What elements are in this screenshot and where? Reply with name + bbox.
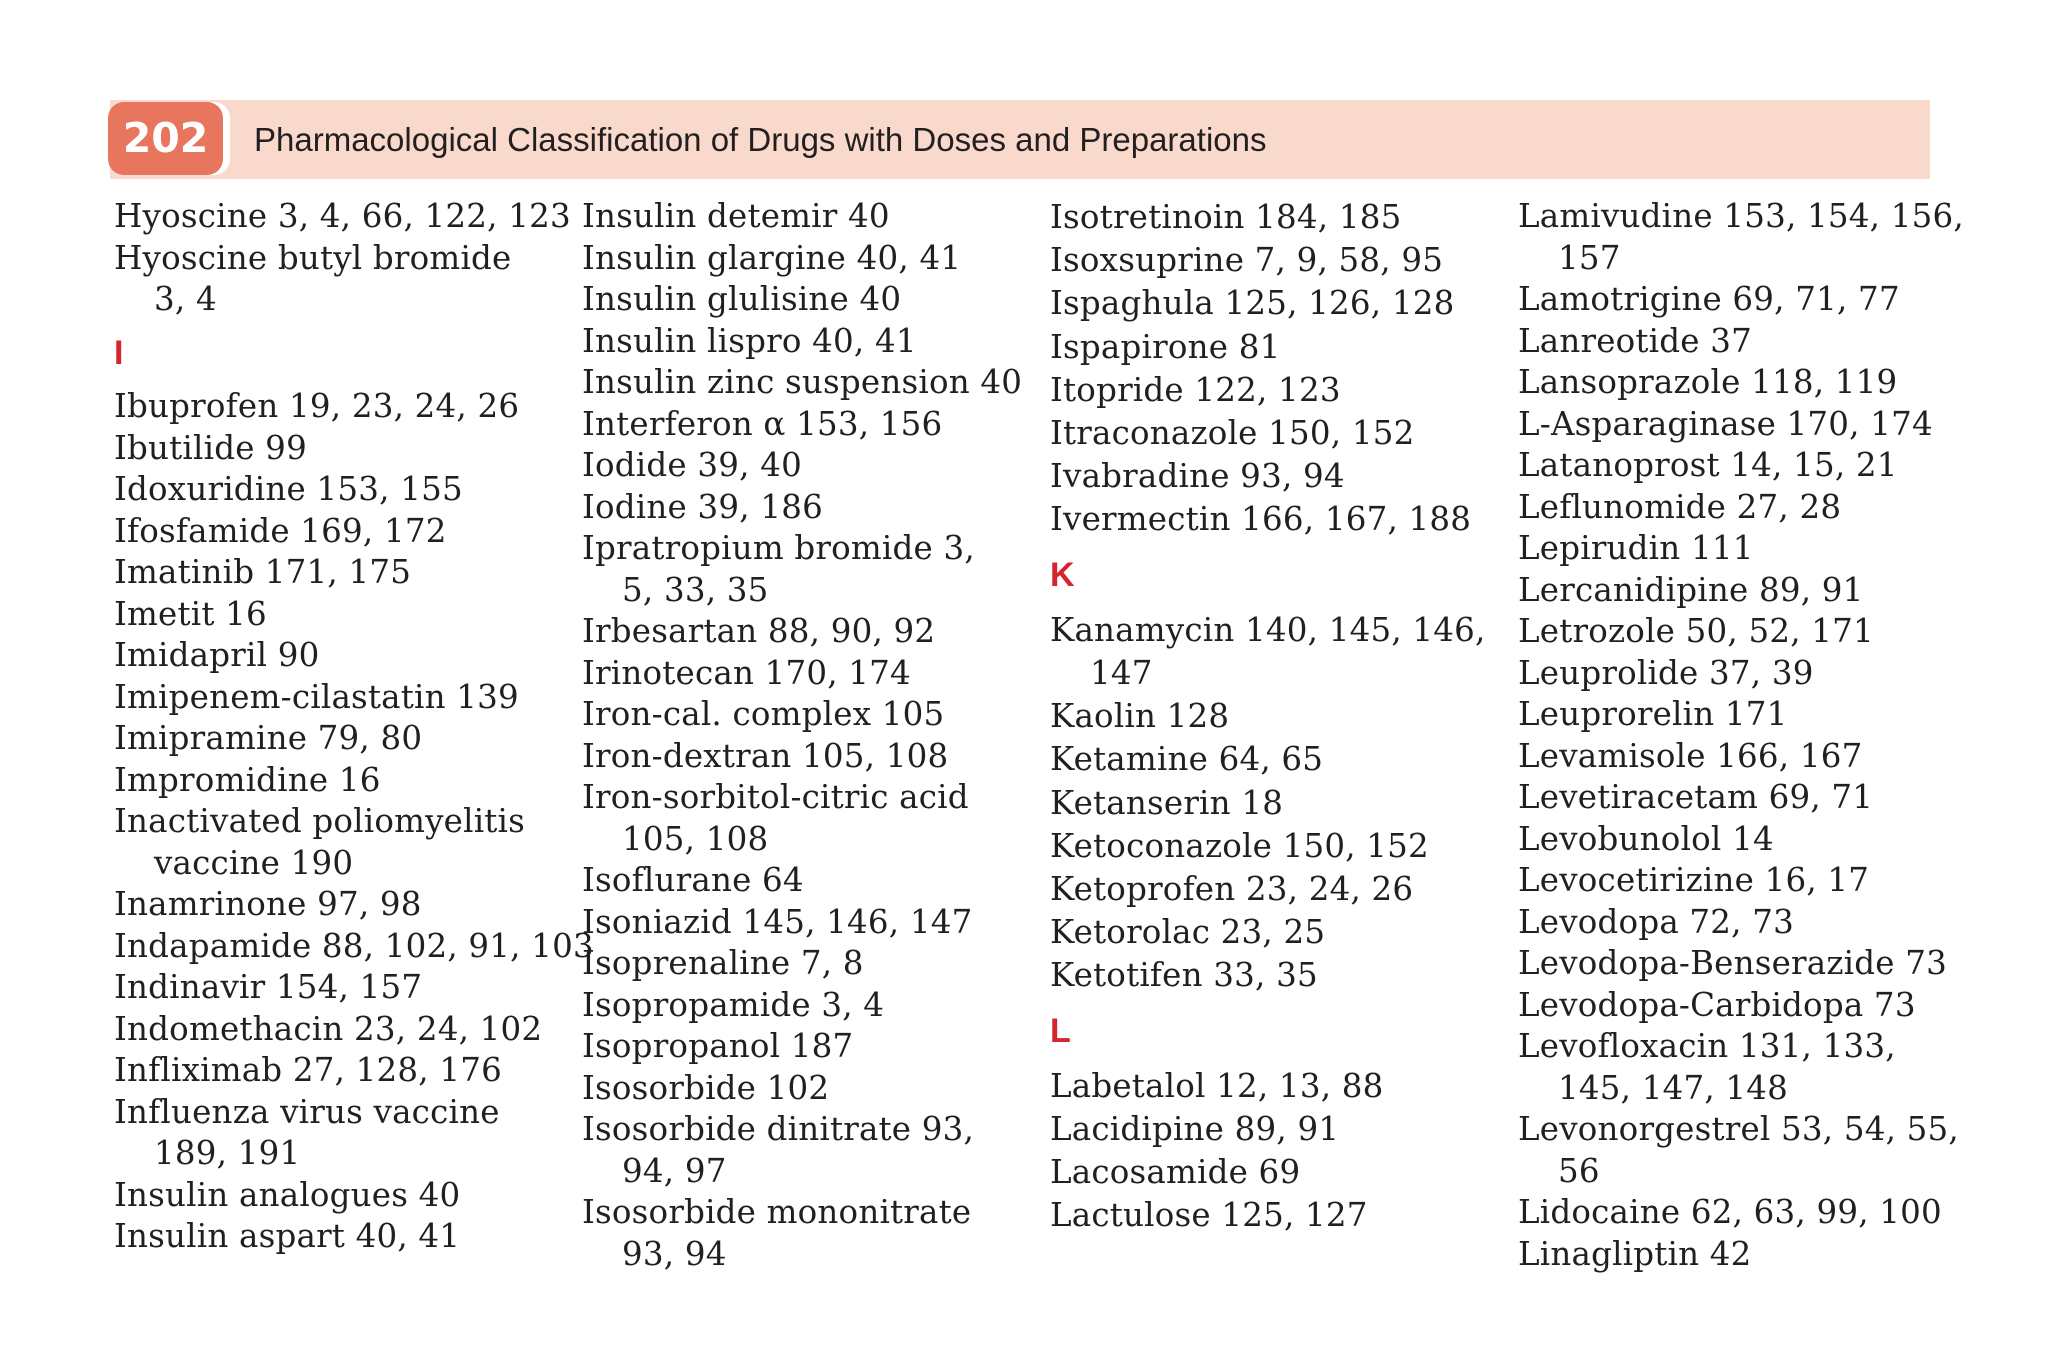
entry-term: Iron-sorbitol-citric acid	[582, 778, 969, 816]
index-entry	[1518, 1109, 1964, 1192]
index-column-1	[114, 196, 594, 1258]
index-entry: Imatinib 171, 175	[114, 553, 412, 591]
entry-continuation: 147	[1090, 654, 1153, 693]
index-entry: Itopride 122, 123	[1050, 370, 1341, 409]
index-entry: Inamrinone 97, 98	[114, 885, 422, 923]
entry-continuation: vaccine 190	[154, 843, 354, 882]
index-entry: Ivermectin 166, 167, 188	[1050, 500, 1472, 539]
entry-continuation: 145, 147, 148	[1558, 1068, 1789, 1107]
index-entry: Insulin analogues 40	[114, 1175, 461, 1214]
index-entry: Isoxsuprine 7, 9, 58, 95	[1050, 241, 1444, 280]
index-entry: Impromidine 16	[114, 760, 381, 799]
index-entry: Idoxuridine 153, 155	[114, 470, 463, 508]
index-entry: Lansoprazole 118, 119	[1518, 363, 1898, 401]
index-entry: Isoniazid 145, 146, 147	[582, 902, 973, 941]
index-entry: Insulin zinc suspension 40	[582, 363, 1023, 401]
index-entry: Insulin glargine 40, 41	[582, 238, 962, 277]
index-entry: Isopropamide 3, 4	[582, 985, 885, 1024]
index-entry: Levamisole 166, 167	[1518, 736, 1863, 775]
index-column-2	[582, 196, 1022, 1275]
index-entry: Levodopa-Benserazide 73	[1518, 944, 1947, 982]
index-entry: Labetalol 12, 13, 88	[1050, 1066, 1384, 1105]
index-entry: Itraconazole 150, 152	[1050, 414, 1415, 453]
index-entry: Isoprenaline 7, 8	[582, 944, 864, 982]
index-entry: Ibuprofen 19, 23, 24, 26	[114, 387, 520, 425]
index-entry: Levobunolol 14	[1518, 819, 1774, 858]
index-entry: Levetiracetam 69, 71	[1518, 778, 1874, 816]
index-entry: Ibutilide 99	[114, 428, 307, 467]
index-entry: Lidocaine 62, 63, 99, 100	[1518, 1193, 1942, 1231]
entry-term: Isosorbide dinitrate 93,	[582, 1110, 975, 1148]
index-column-4	[1518, 196, 1964, 1275]
index-entry: Leflunomide 27, 28	[1518, 487, 1842, 526]
index-entry: Ivabradine 93, 94	[1050, 457, 1345, 496]
index-entry: Ketoconazole 150, 152	[1050, 826, 1429, 865]
entry-continuation: 56	[1558, 1151, 1600, 1190]
index-entry: Leuprolide 37, 39	[1518, 653, 1814, 692]
index-entry	[114, 801, 594, 884]
index-entry: Ketoprofen 23, 24, 26	[1050, 870, 1414, 909]
entry-continuation: 3, 4	[154, 280, 217, 318]
entry-term: Ipratropium bromide 3,	[582, 529, 975, 567]
index-entry: Levodopa 72, 73	[1518, 902, 1794, 941]
index-entry	[582, 1109, 1022, 1192]
index-entry: L-Asparaginase 170, 174	[1518, 404, 1933, 443]
index-entry: Lepirudin 111	[1518, 529, 1754, 567]
entry-continuation: 5, 33, 35	[622, 570, 769, 609]
index-entry: Linagliptin 42	[1518, 1234, 1752, 1273]
index-entry: Iodide 39, 40	[582, 446, 802, 484]
index-entry: Insulin lispro 40, 41	[582, 321, 917, 360]
index-entry: Lactulose 125, 127	[1050, 1196, 1368, 1235]
index-entry	[582, 528, 1022, 611]
index-entry: Iodine 39, 186	[582, 487, 823, 526]
index-entry: Insulin detemir 40	[582, 197, 890, 235]
index-entry: Infliximab 27, 128, 176	[114, 1051, 502, 1089]
index-entry: Indinavir 154, 157	[114, 968, 423, 1006]
index-entry: Levodopa-Carbidopa 73	[1518, 985, 1916, 1024]
index-entry	[582, 777, 1022, 860]
index-entry: Isoflurane 64	[582, 861, 804, 899]
index-entry: Iron-dextran 105, 108	[582, 736, 949, 775]
entry-continuation: 157	[1558, 238, 1621, 277]
entry-term: Lamivudine 153, 154, 156,	[1518, 197, 1964, 235]
index-entry: Lanreotide 37	[1518, 321, 1753, 360]
page-number-badge: 202	[108, 102, 223, 175]
index-entry: Ketamine 64, 65	[1050, 740, 1324, 779]
index-entry: Insulin aspart 40, 41	[114, 1217, 461, 1255]
index-entry: Lamotrigine 69, 71, 77	[1518, 280, 1900, 318]
index-column-3	[1050, 196, 1486, 1238]
index-entry	[1518, 1026, 1964, 1109]
entry-continuation: 94, 97	[622, 1151, 727, 1190]
index-entry: Latanoprost 14, 15, 21	[1518, 446, 1898, 484]
index-entry: Ispapirone 81	[1050, 327, 1281, 366]
entry-term: Levonorgestrel 53, 54, 55,	[1518, 1110, 1959, 1148]
entry-continuation: 93, 94	[622, 1234, 727, 1273]
index-entry: Indapamide 88, 102, 91, 103	[114, 926, 594, 965]
index-entry	[582, 1192, 1022, 1275]
section-letter-i: I	[114, 333, 124, 372]
entry-continuation: 105, 108	[622, 819, 769, 858]
index-entry: Isotretinoin 184, 185	[1050, 198, 1402, 236]
entry-continuation: 189, 191	[154, 1134, 301, 1172]
index-entry	[1518, 196, 1964, 279]
entry-term: Kanamycin 140, 145, 146,	[1050, 610, 1486, 649]
index-entry: Imipramine 79, 80	[114, 719, 423, 757]
index-entry: Hyoscine 3, 4, 66, 122, 123	[114, 197, 571, 235]
index-entry: Leuprorelin 171	[1518, 695, 1788, 733]
entry-term: Hyoscine butyl bromide	[114, 238, 512, 277]
index-entry: Ketorolac 23, 25	[1050, 913, 1326, 952]
entry-term: Influenza virus vaccine	[114, 1092, 500, 1131]
section-letter-l: L	[1050, 1011, 1071, 1050]
index-entry: Interferon α 153, 156	[582, 404, 943, 443]
index-entry	[114, 1092, 594, 1175]
index-entry: Ketotifen 33, 35	[1050, 956, 1318, 995]
index-entry: Imetit 16	[114, 594, 267, 633]
index-entry: Ispaghula 125, 126, 128	[1050, 284, 1455, 323]
index-entry: Indomethacin 23, 24, 102	[114, 1009, 543, 1048]
index-entry: Ifosfamide 169, 172	[114, 511, 447, 550]
entry-term: Inactivated poliomyelitis	[114, 802, 526, 840]
section-letter-k: K	[1050, 555, 1075, 594]
index-entry: Letrozole 50, 52, 171	[1518, 612, 1874, 650]
index-entry: Isopropanol 187	[582, 1027, 854, 1065]
index-entry: Lacidipine 89, 91	[1050, 1110, 1340, 1149]
index-entry: Kaolin 128	[1050, 697, 1230, 736]
index-entry: Levocetirizine 16, 17	[1518, 861, 1870, 899]
index-entry: Lacosamide 69	[1050, 1153, 1301, 1192]
index-entry: Irinotecan 170, 174	[582, 653, 911, 692]
entry-term: Levofloxacin 131, 133,	[1518, 1027, 1896, 1065]
index-entry: Insulin glulisine 40	[582, 280, 902, 318]
index-entry: Iron-cal. complex 105	[582, 695, 945, 733]
index-entry: Irbesartan 88, 90, 92	[582, 612, 936, 650]
index-entry: Lercanidipine 89, 91	[1518, 570, 1864, 609]
index-entry: Imidapril 90	[114, 636, 320, 674]
index-entry	[114, 238, 594, 321]
index-entry	[1050, 609, 1486, 695]
index-entry: Imipenem-cilastatin 139	[114, 677, 519, 716]
index-entry: Isosorbide 102	[582, 1068, 830, 1107]
index-entry: Ketanserin 18	[1050, 783, 1284, 822]
running-header-title: Pharmacological Classification of Drugs with Doses and Preparations	[254, 121, 1267, 158]
entry-term: Isosorbide mononitrate	[582, 1193, 972, 1231]
